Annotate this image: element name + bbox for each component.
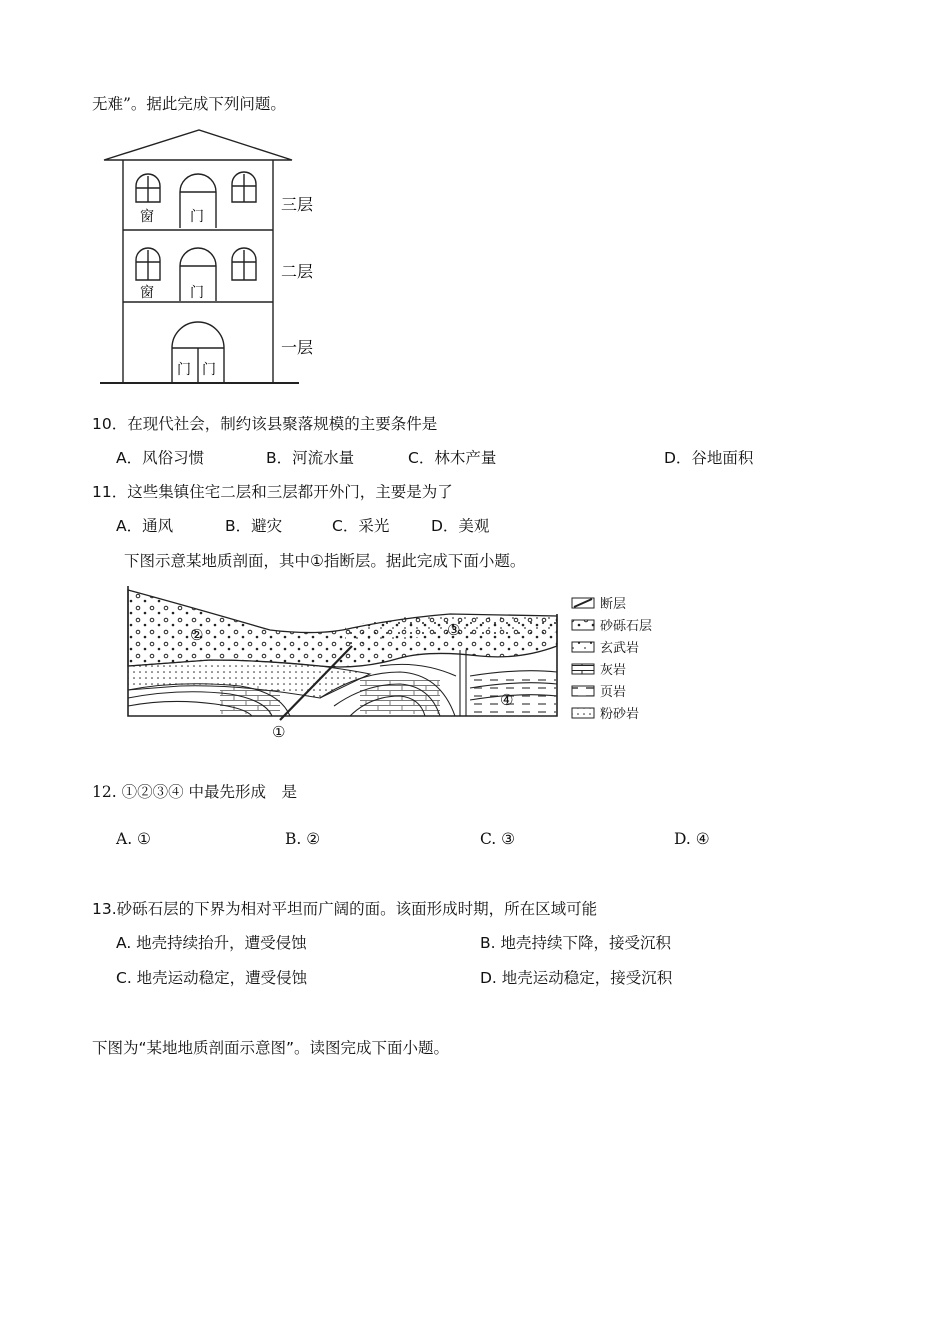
q10-option-b: B．河流水量 xyxy=(266,449,355,467)
window-label: 窗 xyxy=(140,209,154,225)
legend-basalt: 玄武岩 xyxy=(600,641,640,656)
label-3: ③ xyxy=(447,621,461,639)
q11-option-d: D．美观 xyxy=(431,517,490,535)
legend xyxy=(572,596,652,722)
geological-section-figure xyxy=(120,580,680,742)
q10-option-a: A．风俗习惯 xyxy=(116,449,205,467)
q13-option-a: A. 地壳持续抬升，遭受侵蚀 xyxy=(116,934,307,952)
q13-stem: 13.砂砾石层的下界为相对平坦而广阔的面。该面形成时期，所在区域可能 xyxy=(92,900,598,918)
legend-gravel: 砂砾石层 xyxy=(600,619,653,634)
q11-stem: 11．这些集镇住宅二层和三层都开外门，主要是为了 xyxy=(92,483,453,501)
q12-stem: 12. ①②③④ 中最先形成 是 xyxy=(92,783,298,801)
floor2-label: 二层 xyxy=(281,262,314,281)
q12-option-a: A. ① xyxy=(116,830,151,848)
label-1: ① xyxy=(272,723,286,741)
q12-option-c: C. ③ xyxy=(480,830,516,848)
door-label: 门 xyxy=(190,209,204,225)
q10-option-c: C．林木产量 xyxy=(408,449,497,467)
q11-option-c: C．采光 xyxy=(332,517,390,535)
legend-limestone: 灰岩 xyxy=(600,663,627,678)
label-4: ④ xyxy=(500,691,514,709)
window-icon xyxy=(232,248,256,280)
q11-option-b: B．避灾 xyxy=(225,517,283,535)
window-icon xyxy=(136,174,160,202)
q12-option-b: B. ② xyxy=(285,830,321,848)
door-label: 门 xyxy=(190,285,204,301)
q12-option-d: D. ④ xyxy=(674,830,710,848)
door-label: 门 xyxy=(202,362,216,378)
legend-fault: 断层 xyxy=(600,597,627,612)
q13-option-d: D. 地壳运动稳定，接受沉积 xyxy=(480,969,673,987)
geology-intro: 下图示意某地质剖面，其中①指断层。据此完成下面小题。 xyxy=(124,552,526,570)
q10-stem: 10．在现代社会，制约该县聚落规模的主要条件是 xyxy=(92,415,438,433)
q11-option-a: A．通风 xyxy=(116,517,174,535)
q10-option-d: D．谷地面积 xyxy=(664,449,754,467)
floor3-label: 三层 xyxy=(281,195,314,214)
intro-line: 无难”。据此完成下列问题。 xyxy=(92,95,286,113)
floor1-label: 一层 xyxy=(281,338,314,357)
final-intro: 下图为“某地地质剖面示意图”。读图完成下面小题。 xyxy=(92,1039,450,1057)
q13-option-b: B. 地壳持续下降，接受沉积 xyxy=(480,934,671,952)
label-2: ② xyxy=(190,626,204,644)
roof xyxy=(104,130,292,160)
q13-option-c: C. 地壳运动稳定，遭受侵蚀 xyxy=(116,969,308,987)
window-icon xyxy=(232,172,256,202)
door-label: 门 xyxy=(177,362,191,378)
building-figure xyxy=(96,126,336,388)
window-label: 窗 xyxy=(140,285,154,301)
window-icon xyxy=(136,248,160,280)
legend-siltstone: 粉砂岩 xyxy=(600,707,640,722)
legend-shale: 页岩 xyxy=(600,685,627,700)
